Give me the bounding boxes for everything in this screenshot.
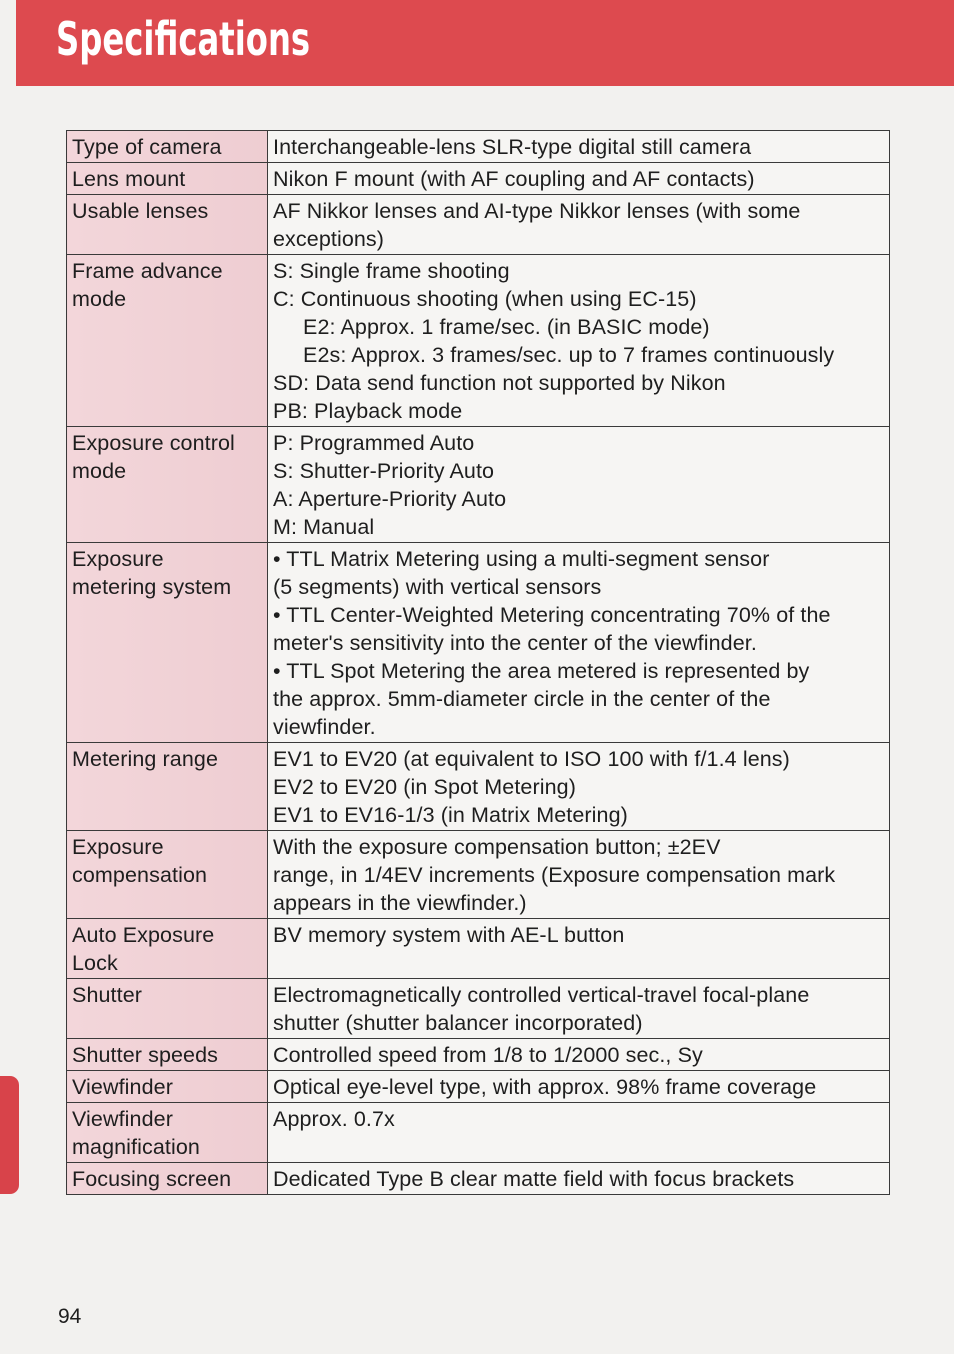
spec-value-line: E2s: Approx. 3 frames/sec. up to 7 frames continuously (303, 343, 835, 367)
spec-value-line: SD: Data send function not supported by Nikon (273, 371, 726, 395)
spec-row (67, 1163, 890, 1195)
spec-value-line: Nikon F mount (with AF coupling and AF contacts) (273, 167, 755, 191)
spec-value-cell (268, 427, 890, 543)
spec-value-cell (268, 831, 890, 919)
spec-label-cell (67, 427, 268, 543)
spec-value-cell (268, 1163, 890, 1195)
spec-value-line: A: Aperture-Priority Auto (273, 487, 507, 511)
spec-value-cell (268, 743, 890, 831)
spec-value-line: • TTL Spot Metering the area metered is represented by (273, 659, 810, 683)
spec-value-line: range, in 1/4EV increments (Exposure compensation mark (273, 863, 836, 887)
spec-value-cell (268, 979, 890, 1039)
spec-value-cell (268, 163, 890, 195)
spec-label-cell (67, 1071, 268, 1103)
spec-value-line: M: Manual (273, 515, 375, 539)
spec-value-line: shutter (shutter balancer incorporated) (273, 1011, 643, 1035)
spec-value-line: exceptions) (273, 227, 385, 251)
spec-label-line: Lens mount (72, 167, 186, 191)
specifications-table (66, 130, 890, 1195)
spec-value-line: EV1 to EV20 (at equivalent to ISO 100 with f/1.4 lens) (273, 747, 790, 771)
header-bar (16, 0, 954, 86)
spec-value-cell (268, 1071, 890, 1103)
spec-value-line: Approx. 0.7x (273, 1107, 395, 1131)
spec-value-line: (5 segments) with vertical sensors (273, 575, 602, 599)
spec-row (67, 831, 890, 919)
spec-label-line: compensation (72, 863, 208, 887)
spec-label-line: Focusing screen (72, 1167, 232, 1191)
spec-label-cell (67, 919, 268, 979)
spec-row (67, 163, 890, 195)
spec-row (67, 1039, 890, 1071)
spec-label-line: Shutter (72, 983, 143, 1007)
spec-value-line: E2: Approx. 1 frame/sec. (in BASIC mode) (303, 315, 710, 339)
spec-label-line: Viewfinder (72, 1107, 173, 1131)
spec-value-line: meter's sensitivity into the center of the viewfinder. (273, 631, 757, 655)
spec-label-line: Viewfinder (72, 1075, 173, 1099)
spec-value-cell (268, 1103, 890, 1163)
spec-value-line: viewfinder. (273, 715, 376, 739)
spec-label-line: Metering range (72, 747, 219, 771)
spec-label-line: Auto Exposure (72, 923, 215, 947)
spec-label-line: Exposure (72, 547, 164, 571)
spec-label-line: Type of camera (72, 135, 222, 159)
spec-row (67, 743, 890, 831)
spec-row (67, 255, 890, 427)
spec-value-line: PB: Playback mode (273, 399, 463, 423)
spec-value-line: S: Shutter-Priority Auto (273, 459, 495, 483)
spec-value-cell (268, 1039, 890, 1071)
spec-label-cell (67, 195, 268, 255)
page-title: Specifications (56, 12, 311, 66)
spec-label-cell (67, 1039, 268, 1071)
specifications-table-body (67, 131, 890, 1195)
spec-label-cell (67, 831, 268, 919)
spec-value-cell (268, 543, 890, 743)
spec-value-line: BV memory system with AE-L button (273, 923, 625, 947)
spec-value-cell (268, 131, 890, 163)
spec-value-cell (268, 195, 890, 255)
spec-value-line: • TTL Matrix Metering using a multi-segment sensor (273, 547, 770, 571)
spec-row (67, 195, 890, 255)
spec-label-cell (67, 979, 268, 1039)
spec-label-line: Exposure (72, 835, 164, 859)
spec-label-cell (67, 163, 268, 195)
spec-label-line: Lock (72, 951, 118, 975)
spec-value-line: S: Single frame shooting (273, 259, 510, 283)
spec-label-line: Frame advance (72, 259, 223, 283)
spec-label-cell (67, 255, 268, 427)
spec-value-line: EV1 to EV16-1/3 (in Matrix Metering) (273, 803, 628, 827)
spec-label-line: Usable lenses (72, 199, 209, 223)
spec-label-cell (67, 1163, 268, 1195)
page-number: 94 (58, 1305, 82, 1328)
spec-value-line: appears in the viewfinder.) (273, 891, 527, 915)
spec-value-line: Electromagnetically controlled vertical-travel focal-plane (273, 983, 810, 1007)
spec-row (67, 427, 890, 543)
spec-label-cell (67, 543, 268, 743)
spec-row (67, 1103, 890, 1163)
spec-row (67, 919, 890, 979)
spec-value-line: Optical eye-level type, with approx. 98% frame coverage (273, 1075, 817, 1099)
spec-value-line: Controlled speed from 1/8 to 1/2000 sec., Sy (273, 1043, 703, 1067)
spec-value-cell (268, 255, 890, 427)
spec-value-line: C: Continuous shooting (when using EC-15) (273, 287, 697, 311)
spec-label-cell (67, 131, 268, 163)
spec-value-line: Dedicated Type B clear matte field with focus brackets (273, 1167, 795, 1191)
spec-label-line: metering system (72, 575, 232, 599)
spec-label-cell (67, 743, 268, 831)
spec-value-line: the approx. 5mm-diameter circle in the center of the (273, 687, 771, 711)
spec-value-line: • TTL Center-Weighted Metering concentrating 70% of the (273, 603, 831, 627)
spec-value-line: EV2 to EV20 (in Spot Metering) (273, 775, 576, 799)
spec-row (67, 1071, 890, 1103)
spec-label-line: magnification (72, 1135, 200, 1159)
section-tab (0, 1076, 19, 1194)
spec-value-cell (268, 919, 890, 979)
spec-value-line: P: Programmed Auto (273, 431, 475, 455)
spec-label-line: mode (72, 287, 127, 311)
spec-row (67, 131, 890, 163)
spec-row (67, 979, 890, 1039)
spec-label-line: Exposure control (72, 431, 235, 455)
spec-label-line: mode (72, 459, 127, 483)
spec-label-cell (67, 1103, 268, 1163)
spec-row (67, 543, 890, 743)
spec-label-line: Shutter speeds (72, 1043, 219, 1067)
spec-value-line: Interchangeable-lens SLR-type digital still camera (273, 135, 752, 159)
spec-value-line: AF Nikkor lenses and AI-type Nikkor lenses (with some (273, 199, 801, 223)
spec-value-line: With the exposure compensation button; ±2EV (273, 835, 721, 859)
